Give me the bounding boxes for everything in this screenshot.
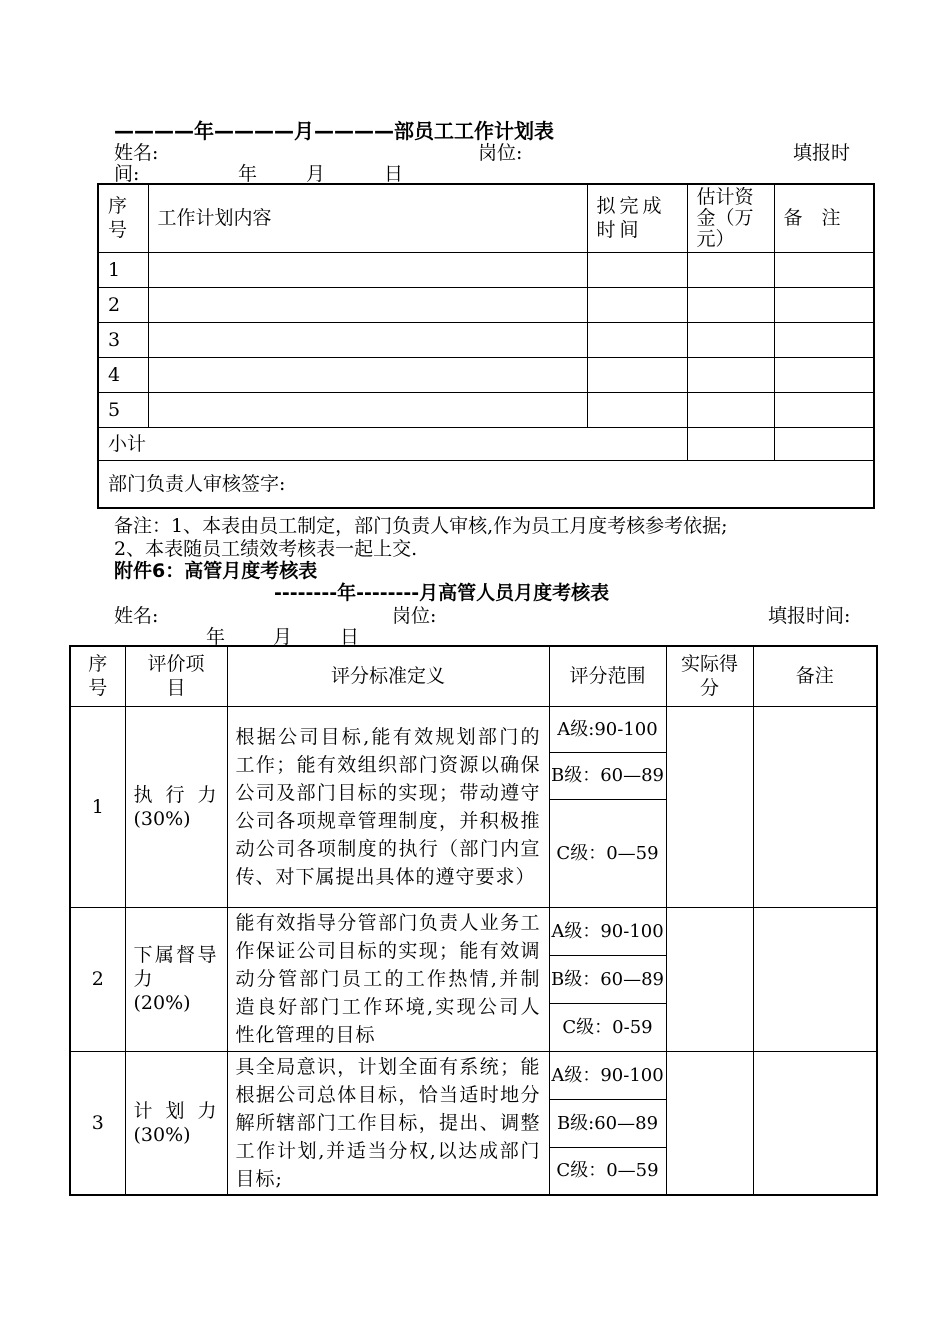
plan-subtotal-remarks-cell[interactable] [774, 427, 874, 460]
plan-table [97, 183, 875, 509]
plan-fill-time-cont: 间: [114, 163, 140, 185]
plan-subtotal-fund-cell[interactable] [687, 427, 774, 460]
plan-row-fund-cell[interactable] [687, 392, 774, 427]
plan-date-month: 月 [306, 163, 326, 185]
plan-signature-row [98, 460, 874, 508]
appendix-position-label: 岗位: [392, 605, 437, 627]
appendix-date-month: 月 [273, 626, 293, 648]
plan-row-content-cell[interactable] [148, 392, 587, 427]
appraisal-header-range: 评分范围 [549, 646, 666, 706]
plan-date-day: 日 [384, 163, 404, 185]
appendix-name-label: 姓名: [114, 605, 159, 627]
appraisal-level-a: A级:90-100 [549, 706, 666, 752]
plan-header-seq: 序号 [98, 184, 148, 252]
appraisal-header-item: 评价项目 [125, 646, 227, 706]
plan-note-1: 备注：1、本表由员工制定，部门负责人审核,作为员工月度考核参考依据; [114, 515, 728, 537]
plan-name-label: 姓名: [114, 142, 159, 164]
appraisal-remarks-cell[interactable] [753, 907, 877, 1051]
appraisal-item-weight: (30%) [133, 1123, 191, 1146]
plan-row-finish-cell[interactable] [587, 322, 687, 357]
appraisal-item-weight: (30%) [133, 807, 191, 830]
plan-date-year: 年 [238, 163, 258, 185]
appraisal-header-seq: 序号 [70, 646, 125, 706]
appraisal-remarks-cell[interactable] [753, 706, 877, 907]
plan-header-fund: 估计资金（万元） [687, 184, 774, 252]
plan-position-label: 岗位: [478, 142, 523, 164]
appraisal-score-cell[interactable] [666, 1051, 753, 1195]
appendix-title-month: --------月高管人员月度考核表 [356, 582, 610, 604]
appraisal-remarks-cell[interactable] [753, 1051, 877, 1195]
plan-row-fund-cell[interactable] [687, 322, 774, 357]
plan-row-finish-cell[interactable] [587, 392, 687, 427]
appendix-fill-time-label: 填报时间: [768, 605, 851, 627]
appraisal-row [70, 907, 877, 955]
plan-fill-time-label: 填报时 [793, 142, 851, 164]
appraisal-score-cell[interactable] [666, 706, 753, 907]
plan-row [98, 252, 874, 287]
appraisal-item-weight: (20%) [133, 992, 191, 1014]
appraisal-header-criteria: 评分标准定义 [227, 646, 549, 706]
plan-header-content: 工作计划内容 [148, 184, 587, 252]
plan-row-finish-cell[interactable] [587, 287, 687, 322]
appendix-title [274, 578, 609, 605]
appraisal-level-b: B级：60—89 [549, 752, 666, 799]
appraisal-score-cell[interactable] [666, 907, 753, 1051]
plan-row-seq: 4 [98, 357, 148, 392]
appraisal-level-c: C级：0—59 [549, 799, 666, 907]
plan-row [98, 357, 874, 392]
appraisal-row-seq: 3 [70, 1051, 125, 1195]
plan-subtotal-label: 小计 [98, 427, 687, 460]
plan-note-2: 2、本表随员工绩效考核表一起上交. [114, 538, 418, 560]
plan-row-remarks-cell[interactable] [774, 322, 874, 357]
plan-row-content-cell[interactable] [148, 287, 587, 322]
plan-header-finish-time: 拟完成时间 [587, 184, 687, 252]
appraisal-item-name: 计划力 [133, 1099, 219, 1122]
appraisal-header-row [70, 646, 877, 706]
plan-row-finish-cell[interactable] [587, 357, 687, 392]
plan-row-fund-cell[interactable] [687, 287, 774, 322]
plan-row [98, 322, 874, 357]
plan-row-content-cell[interactable] [148, 357, 587, 392]
plan-row-remarks-cell[interactable] [774, 357, 874, 392]
plan-row-fund-cell[interactable] [687, 252, 774, 287]
appendix-date-year: 年 [206, 626, 226, 648]
appraisal-item [125, 907, 227, 1051]
appraisal-item-name: 下属督导力 [133, 944, 219, 990]
plan-subtotal-row [98, 427, 874, 460]
appraisal-row-seq: 2 [70, 907, 125, 1051]
appraisal-level-a: A级：90-100 [549, 907, 666, 955]
plan-row-seq: 5 [98, 392, 148, 427]
appraisal-row [70, 1051, 877, 1099]
plan-row-fund-cell[interactable] [687, 357, 774, 392]
appraisal-level-c: C级：0—59 [549, 1147, 666, 1195]
plan-header-row [98, 184, 874, 252]
plan-row-content-cell[interactable] [148, 252, 587, 287]
appraisal-criteria: 根据公司目标,能有效规划部门的工作；能有效组织部门资源以确保公司及部门目标的实现；带动遵守公司各项规章管理制度，并积极推动公司各项制度的执行（部门内宣传、对下属提出具体的遵守要求） [227, 706, 549, 907]
appraisal-row-seq: 1 [70, 706, 125, 907]
appraisal-header-remarks: 备注 [753, 646, 877, 706]
plan-row-seq: 3 [98, 322, 148, 357]
appraisal-row [70, 706, 877, 752]
plan-row [98, 392, 874, 427]
appraisal-item [125, 706, 227, 907]
plan-title: ————年————月————部员工工作计划表 [114, 119, 554, 143]
appraisal-criteria: 具全局意识，计划全面有系统；能根据公司总体目标，恰当适时地分解所辖部门工作目标，提出、调整工作计划,并适当分权,以达成部门目标; [227, 1051, 549, 1195]
appraisal-level-c: C级：0-59 [549, 1003, 666, 1051]
plan-signature-label: 部门负责人审核签字: [98, 460, 874, 508]
appraisal-criteria: 能有效指导分管部门负责人业务工作保证公司目标的实现；能有效调动分管部门员工的工作热情,并制造良好部门工作环境,实现公司人性化管理的目标 [227, 907, 549, 1051]
appraisal-item [125, 1051, 227, 1195]
plan-row-remarks-cell[interactable] [774, 252, 874, 287]
appraisal-level-a: A级：90-100 [549, 1051, 666, 1099]
appraisal-table [69, 645, 878, 1196]
plan-row-seq: 2 [98, 287, 148, 322]
appendix-date-day: 日 [340, 626, 360, 648]
appraisal-level-b: B级:60—89 [549, 1099, 666, 1147]
plan-row-remarks-cell[interactable] [774, 287, 874, 322]
plan-row-content-cell[interactable] [148, 322, 587, 357]
plan-row-seq: 1 [98, 252, 148, 287]
appendix-heading: 附件6：高管月度考核表 [114, 560, 318, 582]
appendix-title-year: --------年 [274, 582, 357, 604]
appraisal-header-score: 实际得分 [666, 646, 753, 706]
appraisal-level-b: B级：60—89 [549, 955, 666, 1003]
plan-row [98, 287, 874, 322]
plan-row-remarks-cell[interactable] [774, 392, 874, 427]
plan-header-remarks: 备 注 [774, 184, 874, 252]
plan-row-finish-cell[interactable] [587, 252, 687, 287]
appraisal-item-name: 执行力 [133, 783, 219, 806]
